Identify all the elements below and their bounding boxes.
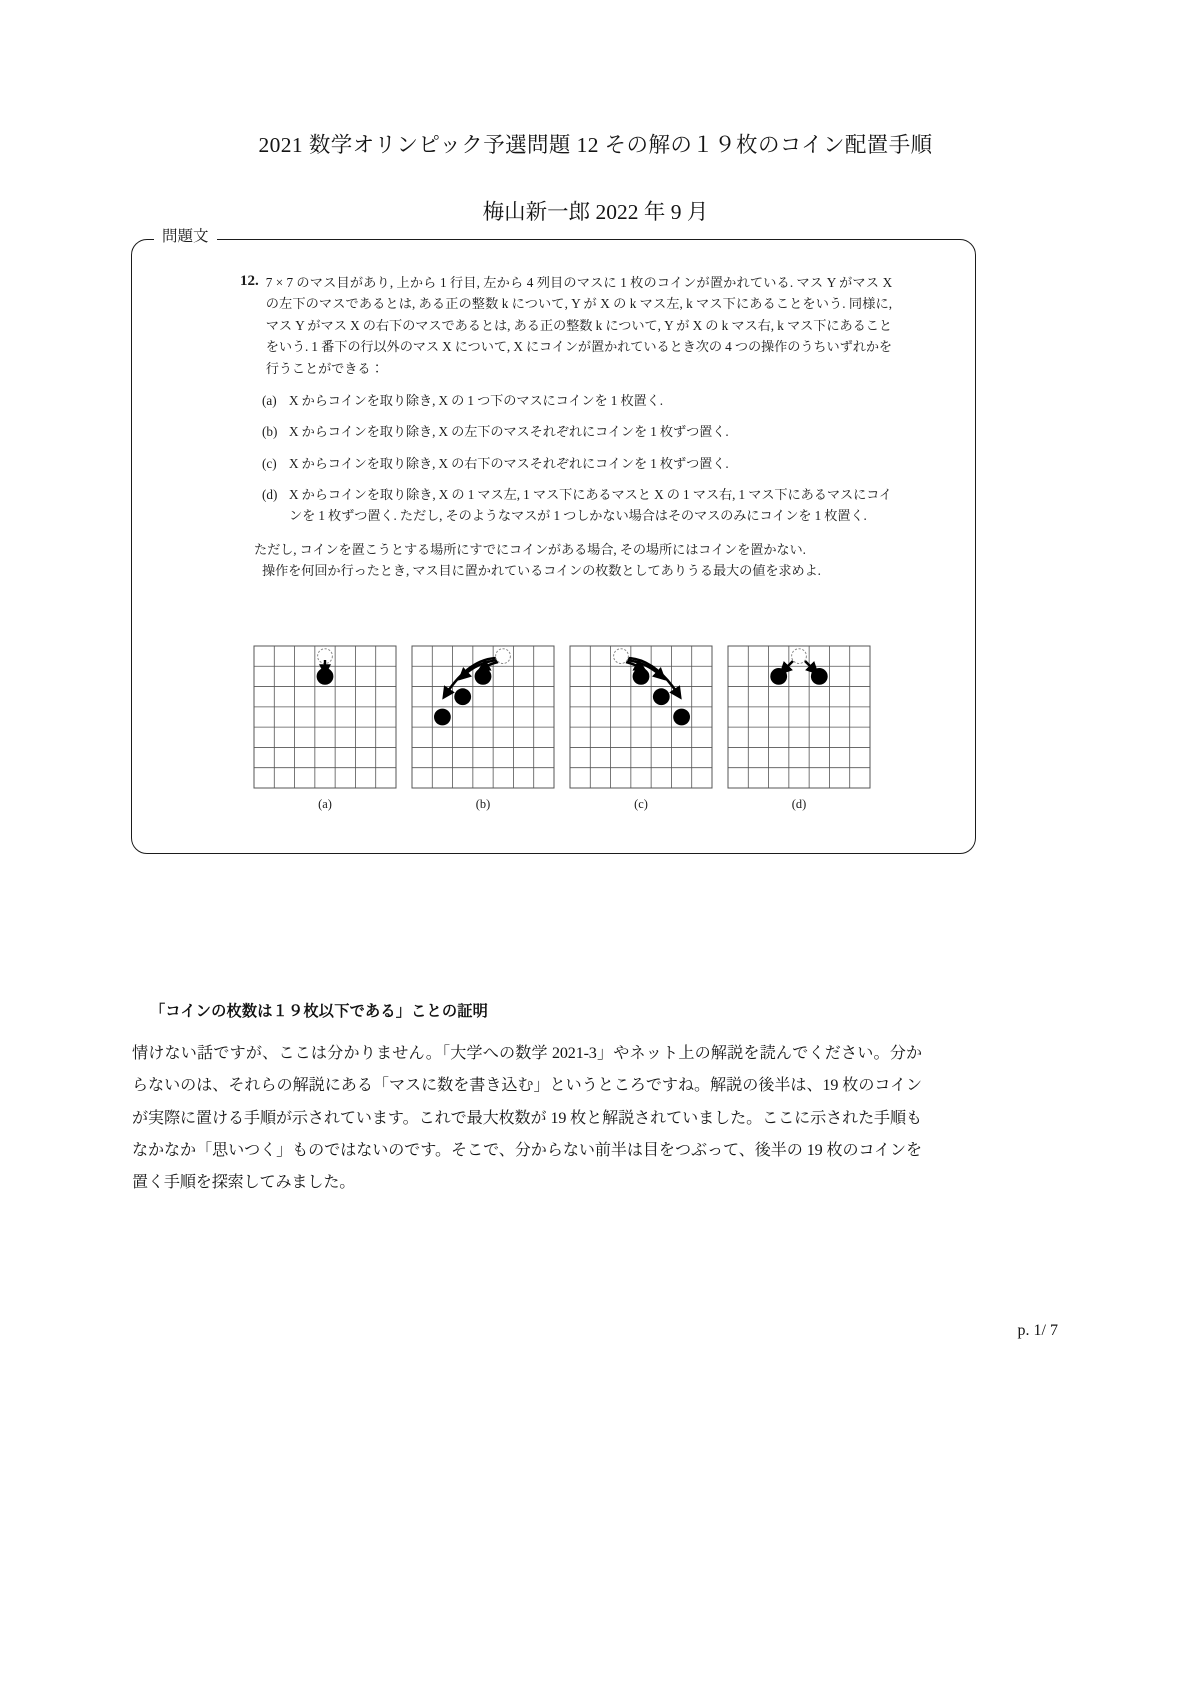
operation-marker: (b): [262, 424, 278, 440]
coin-source-empty: [496, 649, 511, 664]
page-title: 2021 数学オリンピック予選問題 12 その解の１９枚のコイン配置手順: [258, 133, 933, 157]
operation-figures: [252, 644, 872, 812]
coin-source-empty: [792, 649, 807, 664]
problem-intro-block: [240, 272, 892, 379]
coin-filled: [434, 709, 451, 726]
coin-filled: [673, 709, 690, 726]
operation-text: X からコインを取り除き, X の右下のマスそれぞれにコインを 1 枚ずつ置く.: [289, 455, 729, 471]
figure-b: [410, 644, 556, 812]
grid-diagram-a: [252, 644, 398, 790]
operation-text: X からコインを取り除き, X の左下のマスそれぞれにコインを 1 枚ずつ置く.: [289, 424, 729, 440]
operation-item-a: [240, 390, 892, 411]
operation-item-c: [240, 453, 892, 474]
problem-note: [240, 539, 892, 582]
operation-marker: (a): [262, 392, 277, 408]
figure-caption-d: (d): [791, 797, 807, 811]
coin-filled: [770, 668, 787, 685]
figure-caption-a: (a): [318, 797, 332, 811]
figure-d: [726, 644, 872, 812]
title-block: [0, 128, 1191, 226]
operation-item-b: [240, 421, 892, 442]
coin-filled: [633, 668, 650, 685]
problem-statement-box: [131, 228, 976, 854]
problem-note-line-1: ただし, コインを置こうとする場所にすでにコインがある場合, その場所にはコインを置かない.: [254, 541, 806, 557]
coin-filled: [454, 688, 471, 705]
coin-filled: [653, 688, 670, 705]
figure-caption-b: (b): [475, 797, 491, 811]
operation-text: X からコインを取り除き, X の 1 マス左, 1 マス下にあるマスと X の 1 マス右, 1 マス下にあるマスにコインを 1 枚ずつ置く. ただし, そのようなマスが 1 つしかない場合はそのマスのみにコインを 1 枚置く.: [289, 487, 892, 524]
page-number-footer: p. 1/ 7: [1017, 1322, 1058, 1339]
operation-item-d: [240, 484, 892, 527]
operations-list: [240, 390, 892, 527]
proof-section-heading: 「コインの枚数は１９枚以下である」ことの証明: [150, 1002, 489, 1020]
grid-diagram-c: [568, 644, 714, 790]
problem-intro-text: 7 × 7 のマス目があり, 上から 1 行目, 左から 4 列目のマスに 1 枚のコインが置かれている. マス Y がマス X の左下のマスであるとは, ある正の整数 k について, Y が X の k マス左, k マス下にあることをいう. 同様に, マス Y がマス X の右下のマスであるとは, ある正の整数 k について, Y が X の k マス右, k マス下にあることをいう. 1 番下の行以外のマス X について, X にコインが置かれているとき次の 4 つの操作のうちいずれかを行うことができる：: [265, 275, 892, 376]
problem-note-line-2: 操作を何回か行ったとき, マス目に置かれているコインの枚数としてありうる最大の値を求めよ.: [262, 563, 821, 579]
proof-section: [132, 1000, 922, 1200]
operation-text: X からコインを取り除き, X の 1 つ下のマスにコインを 1 枚置く.: [289, 392, 663, 408]
coin-filled: [811, 668, 828, 685]
coin-filled: [475, 668, 492, 685]
operation-marker: (d): [262, 487, 278, 502]
problem-box-legend: 問題文: [154, 229, 217, 245]
figure-caption-c: (c): [634, 797, 648, 811]
operation-marker: (c): [262, 455, 277, 471]
problem-number: 12.: [240, 273, 259, 289]
proof-section-paragraph: 情けない話ですが、ここは分かりません。「大学への数学 2021-3」やネット上の解説を読んでください。分からないのは、それらの解説にある「マスに数を書き込む」というところですね。解説の後半は、19 枚のコインが実際に置ける手順が示されています。これで最大枚数が 19 枚と解説されていました。ここに示された手順もなかなか「思いつく」ものではないのです。そこで、分からない前半は目をつぶって、後半の 19 枚のコインを置く手順を探索してみました。: [132, 1045, 922, 1192]
coin-filled: [317, 668, 334, 685]
figure-a: [252, 644, 398, 812]
grid-diagram-d: [726, 644, 872, 790]
author-line: 梅山新一郎 2022 年 9 月: [482, 200, 709, 224]
coin-source-empty: [614, 649, 629, 664]
problem-content: [240, 272, 892, 582]
figure-c: [568, 644, 714, 812]
grid-diagram-b: [410, 644, 556, 790]
